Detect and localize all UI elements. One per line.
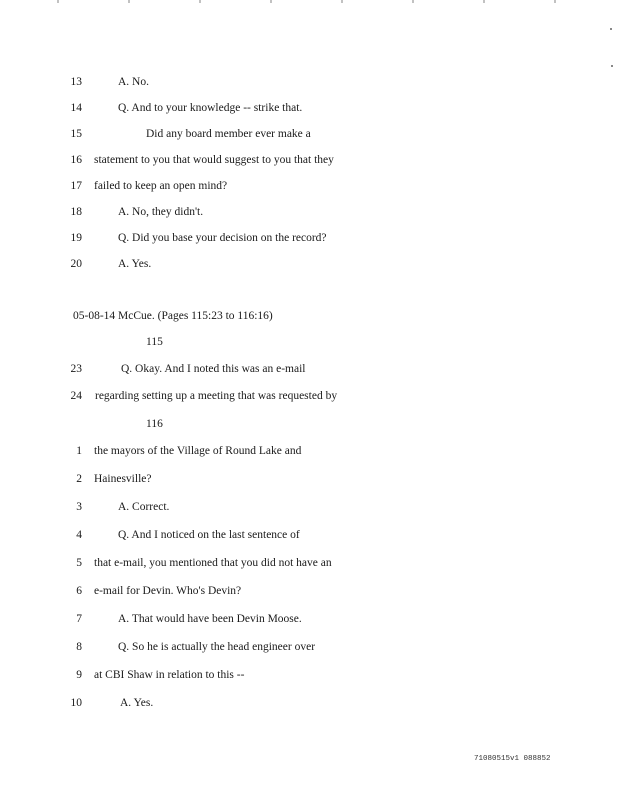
line-number: 9 xyxy=(76,669,82,681)
line-number: 2 xyxy=(76,473,82,485)
line-number: 24 xyxy=(70,390,82,402)
line-number: 13 xyxy=(70,76,82,88)
line-number: 16 xyxy=(70,154,82,166)
transcript-line: at CBI Shaw in relation to this -- xyxy=(94,669,245,681)
transcript-line: e-mail for Devin. Who's Devin? xyxy=(94,585,242,597)
transcript-line: Q. And to your knowledge -- strike that. xyxy=(118,102,303,114)
line-number: 10 xyxy=(70,697,82,709)
transcript-line: A. No. xyxy=(118,76,149,88)
transcript-line: the mayors of the Village of Round Lake and xyxy=(94,445,302,457)
line-number: 1 xyxy=(76,445,82,457)
line-number: 23 xyxy=(70,363,82,375)
line-number: 5 xyxy=(76,557,82,569)
line-number: 8 xyxy=(76,641,82,653)
scan-artifact-top xyxy=(20,0,610,3)
line-number: 20 xyxy=(70,258,82,270)
scan-speck xyxy=(610,28,612,30)
line-number: 19 xyxy=(70,232,82,244)
line-number: 14 xyxy=(70,102,82,114)
transcript-line: A. That would have been Devin Moose. xyxy=(118,613,302,625)
page-marker: 115 xyxy=(146,336,163,348)
line-number: 3 xyxy=(76,501,82,513)
line-number: 4 xyxy=(76,529,82,541)
transcript-line: A. Yes. xyxy=(118,258,152,270)
scan-speck xyxy=(611,65,613,67)
transcript-line: statement to you that would suggest to you that they xyxy=(94,154,334,166)
transcript-line: that e-mail, you mentioned that you did not have an xyxy=(94,557,332,569)
transcript-line: Q. And I noticed on the last sentence of xyxy=(118,529,300,541)
transcript-line: A. No, they didn't. xyxy=(118,206,204,218)
line-number: 15 xyxy=(70,128,82,140)
transcript-line: Q. So he is actually the head engineer over xyxy=(118,641,316,653)
line-number: 7 xyxy=(76,613,82,625)
transcript-line: regarding setting up a meeting that was requested by xyxy=(95,390,338,402)
page-marker: 116 xyxy=(146,418,163,430)
line-number: 6 xyxy=(76,585,82,597)
transcript-line: A. Correct. xyxy=(118,501,170,513)
transcript-line: A. Yes. xyxy=(120,697,154,709)
line-number: 18 xyxy=(70,206,82,218)
line-number: 17 xyxy=(70,180,82,192)
transcript-line: Did any board member ever make a xyxy=(146,128,311,140)
section-header: 05-08-14 McCue. (Pages 115:23 to 116:16) xyxy=(73,310,273,322)
transcript-line: Q. Okay. And I noted this was an e-mail xyxy=(121,363,306,375)
transcript-line: failed to keep an open mind? xyxy=(94,180,228,192)
transcript-line: Hainesville? xyxy=(94,473,152,485)
transcript-line: Q. Did you base your decision on the record? xyxy=(118,232,327,244)
document-id: 71080515v1 088852 xyxy=(474,755,551,763)
